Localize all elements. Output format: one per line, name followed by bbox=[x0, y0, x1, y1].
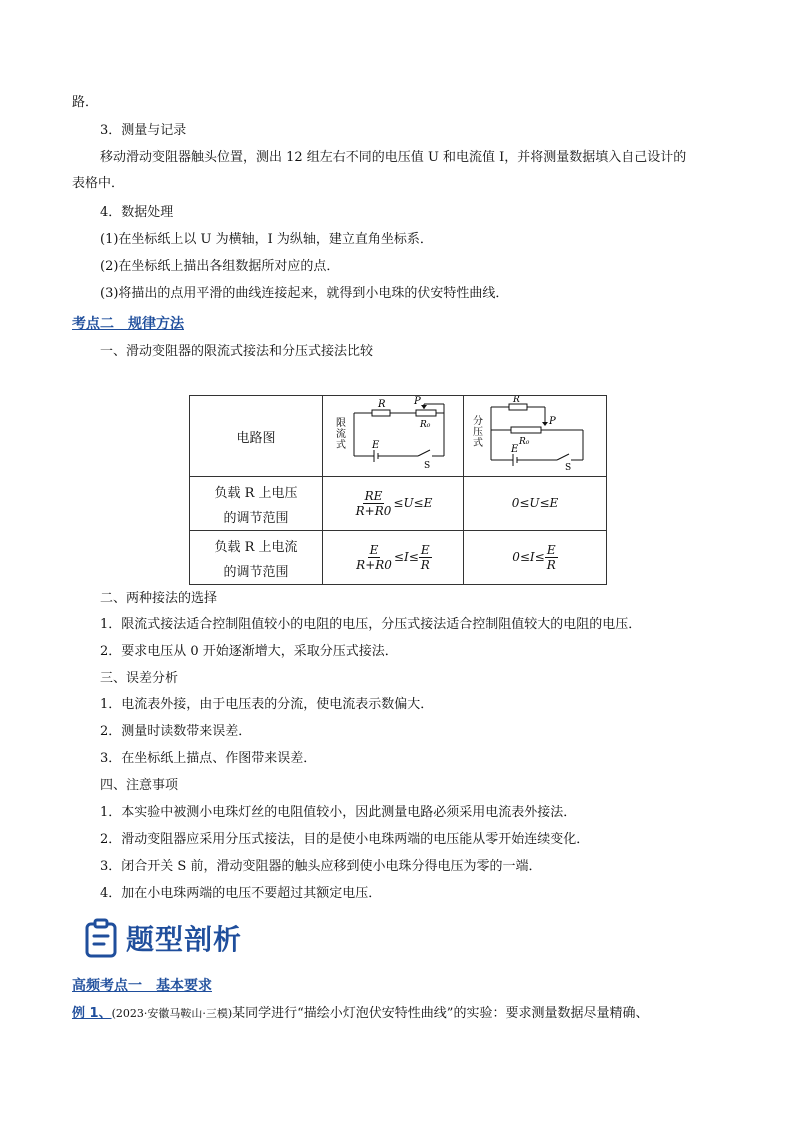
label-fenya-1: 分 bbox=[473, 416, 483, 427]
numerator: E bbox=[420, 543, 430, 557]
current-limiting-circuit bbox=[324, 396, 462, 472]
label-xianliu-3: 式 bbox=[336, 440, 346, 451]
text-line: 4．数据处理 bbox=[100, 205, 174, 220]
row-label: 的调节范围 bbox=[223, 510, 289, 526]
text-line: 表格中． bbox=[72, 176, 125, 191]
range-head: 0≤I≤ bbox=[512, 550, 545, 564]
label-xianliu-2: 流 bbox=[336, 429, 346, 440]
table-cell bbox=[464, 531, 607, 585]
example-text: 某同学进行“描绘小灯泡伏安特性曲线”的实验：要求测量数据尽量精确、 bbox=[232, 1006, 649, 1021]
table-cell: 电路图 bbox=[190, 396, 323, 477]
kaodian-heading: 高频考点一 基本要求 bbox=[72, 978, 212, 994]
circuit-diagram-cell bbox=[323, 396, 464, 477]
text-line: 3．在坐标纸上描点、作图带来误差． bbox=[100, 751, 317, 766]
label-fenya-2: 压 bbox=[473, 427, 483, 438]
label-P: P bbox=[414, 396, 421, 407]
section-heading: 考点二 规律方法 bbox=[72, 316, 184, 332]
label-E: E bbox=[511, 444, 519, 455]
voltage-divider-circuit bbox=[465, 396, 605, 472]
banner-title: 题型剖析 bbox=[126, 923, 243, 956]
text-line: (2)在坐标纸上描出各组数据所对应的点． bbox=[100, 259, 340, 274]
fraction bbox=[354, 489, 394, 518]
text-line: (1)在坐标纸上以 U 为横轴，I 为纵轴，建立直角坐标系． bbox=[100, 232, 433, 247]
denominator: R+R0 bbox=[355, 504, 392, 518]
circuit-diagram-cell bbox=[464, 396, 607, 477]
label-S: S bbox=[424, 461, 431, 471]
label-xianliu-1: 限 bbox=[336, 418, 346, 429]
row-label: 负载 R 上电压 bbox=[214, 485, 298, 501]
numerator: RE bbox=[364, 489, 383, 503]
text-line: 2．滑动变阻器应采用分压式接法，目的是使小电珠两端的电压能从零开始连续变化． bbox=[100, 832, 590, 847]
label-E: E bbox=[372, 440, 380, 451]
text-line: 4．加在小电珠两端的电压不要超过其额定电压． bbox=[100, 886, 382, 901]
text-line: 三、误差分析 bbox=[100, 671, 179, 686]
row-label: 负载 R 上电流 bbox=[214, 539, 298, 555]
table-cell bbox=[323, 531, 464, 585]
table-cell bbox=[464, 477, 607, 531]
denominator: R bbox=[420, 558, 430, 572]
table-cell bbox=[190, 477, 323, 531]
text-line: 一、滑动变阻器的限流式接法和分压式接法比较 bbox=[100, 344, 374, 359]
example-source: (2023·安徽马鞍山·三模) bbox=[111, 1007, 233, 1020]
clipboard-icon bbox=[84, 918, 118, 958]
table-cell bbox=[323, 477, 464, 531]
label-P: P bbox=[549, 416, 556, 427]
denominator: R bbox=[546, 558, 556, 572]
text-line: 1．电流表外接，由于电压表的分流，使电流表示数偏大． bbox=[100, 697, 434, 712]
range-tail: ≤U≤E bbox=[393, 496, 433, 510]
row-label: 的调节范围 bbox=[223, 564, 289, 580]
fraction bbox=[419, 543, 432, 572]
example-line bbox=[72, 1002, 648, 1021]
fraction bbox=[545, 543, 558, 572]
text-line: (3)将描出的点用平滑的曲线连接起来，就得到小电珠的伏安特性曲线． bbox=[100, 286, 509, 301]
text-line: 路． bbox=[72, 95, 99, 110]
numerator: E bbox=[369, 543, 379, 557]
text-line: 1．本实验中被测小电珠灯丝的电阻值较小，因此测量电路必须采用电流表外接法． bbox=[100, 805, 577, 820]
comparison-table bbox=[189, 395, 607, 585]
range: 0≤U≤E bbox=[511, 496, 559, 510]
label-R0: R₀ bbox=[519, 437, 530, 447]
numerator: E bbox=[546, 543, 556, 557]
text-line: 1．限流式接法适合控制阻值较小的电阻的电压，分压式接法适合控制阻值较大的电阻的电压． bbox=[100, 617, 642, 632]
fraction bbox=[354, 543, 394, 572]
table-cell bbox=[190, 531, 323, 585]
text-line: 3．测量与记录 bbox=[100, 123, 187, 138]
label-R: R bbox=[378, 399, 386, 410]
label-R0: R₀ bbox=[420, 420, 431, 430]
label-fenya-3: 式 bbox=[473, 438, 483, 449]
text-line: 3．闭合开关 S 前，滑动变阻器的触头应移到使小电珠分得电压为零的一端． bbox=[100, 859, 542, 874]
text-line: 二、两种接法的选择 bbox=[100, 591, 218, 606]
text-line: 2．要求电压从 0 开始逐渐增大，采取分压式接法． bbox=[100, 644, 398, 659]
label-R: R bbox=[513, 396, 520, 405]
text-line: 移动滑动变阻器触头位置，测出 12 组左右不同的电压值 U 和电流值 I，并将测量数据填入自己设计的 bbox=[100, 150, 687, 165]
example-tag: 例 1、 bbox=[72, 1006, 112, 1021]
section-banner bbox=[84, 918, 242, 958]
range-mid: ≤I≤ bbox=[393, 550, 419, 564]
text-line: 2．测量时读数带来误差． bbox=[100, 724, 252, 739]
label-S: S bbox=[565, 463, 572, 472]
denominator: R+R0 bbox=[356, 558, 392, 572]
text-line: 四、注意事项 bbox=[100, 778, 179, 793]
